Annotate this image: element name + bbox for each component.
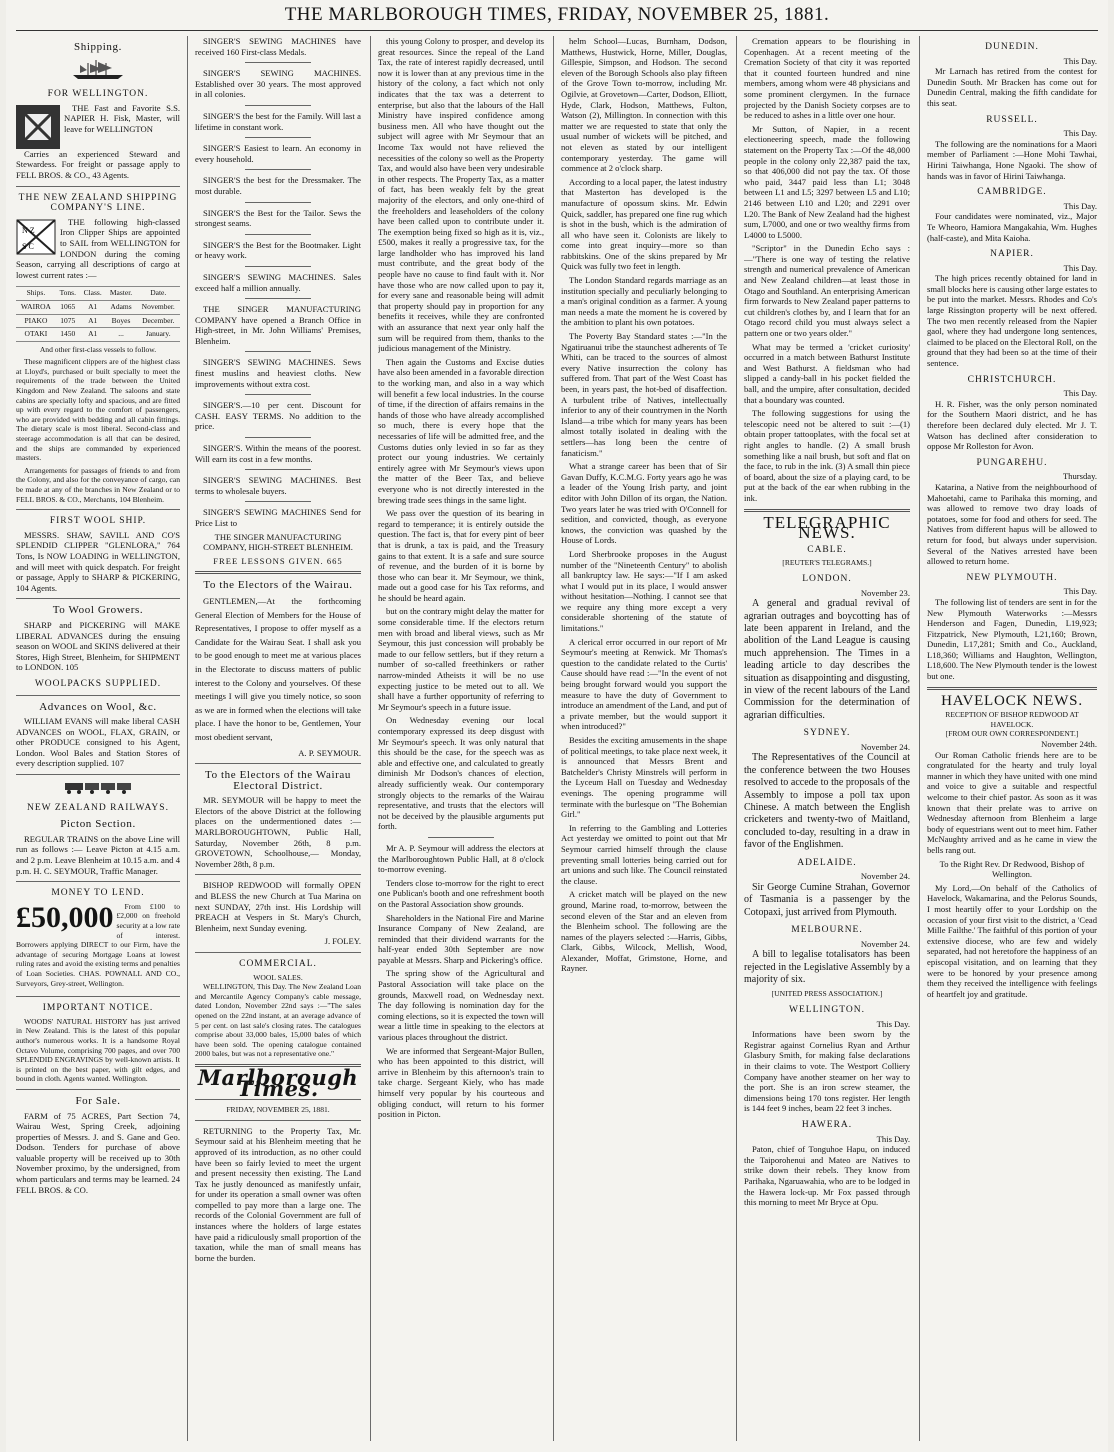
cambridge-report: Four candidates were nominated, viz., Major Te Wheoro, Hamiora Mangakahia, Wm. Hughes (half-caste), and Mita Kaioha. xyxy=(927,211,1097,243)
wellington-news-heading: WELLINGTON. xyxy=(789,1005,865,1015)
railways-heading: NEW ZEALAND RAILWAYS. xyxy=(27,802,169,813)
table-header: Master. xyxy=(106,287,137,301)
singer-lessons: FREE LESSONS GIVEN. 665 xyxy=(213,555,343,566)
divider xyxy=(195,763,361,764)
table-cell: PIAKO xyxy=(16,314,56,328)
article-paragraph: helm School—Lucas, Burnham, Dodson, Matthews, Hustwick, Horne, Miller, Douglas, Gillespie, Simpson, and Hodson. The second eleven of the Borough Schools also play fifteen of the Grove Town to-morrow, including Mr. Ogilvie, at Grovetown—Carter, Dodson, Elliott, Hyde, Clark, Hodson, Matthews, Fulton, Watson (2), Millington. In connection with this matter we are requested to state that only the usual number of wickets will be pitched, and not eleven as stated by our intelligent contemporary yesterday. The game will commence at 2 o'clock sharp. xyxy=(561,36,727,174)
table-cell: A1 xyxy=(80,328,106,342)
newspaper-page xyxy=(6,0,1108,1452)
article-paragraph: Mr A. P. Seymour will address the electors at the Marlboroughtown Public Hall, at 8 o'clock to-morrow evening. xyxy=(378,842,544,875)
divider xyxy=(245,469,311,470)
london-heading: LONDON. xyxy=(802,573,852,584)
divider xyxy=(245,351,311,352)
ship-note: And other first-class vessels to follow. xyxy=(39,344,157,354)
divider xyxy=(195,571,361,574)
havelock-report: Our Roman Catholic friends here are to be congratulated for the hearty and truly loyal manner in which they have united with one mind and voice to give a suitable and respectful welcome to their chief pastor. As soon as it was known that their prelate was to arrive on Wednesday afternoon from Blenheim a large body of equestrians went out to meet him. Father McNaughty arrived and as he came in view the bells rang out. xyxy=(927,749,1097,855)
divider xyxy=(16,996,180,997)
pungarehu-heading: PUNGAREHU. xyxy=(976,457,1048,468)
electors-letter: GENTLEMEN,—At the forthcoming General Election of Members for the House of Representatives, I propose to offer myself as a Candidate for the Wairau Seat. I shall ask you to be good enough to meet me at various places in the Electorate to discuss matters of public interest to the Colony and yourselves. Of these meetings I will give you timely notice, so soon as we are in formed when the elections will take place. I have the honor to be, Gentlemen, Your most obedient servant, xyxy=(195,595,361,742)
press-association-credit: [UNITED PRESS ASSOCIATION.] xyxy=(771,989,883,999)
divider xyxy=(245,62,311,63)
column-rule xyxy=(370,36,371,1441)
cable-heading: CABLE. xyxy=(807,544,847,555)
train-icon xyxy=(16,780,180,797)
table-cell: November. xyxy=(136,300,180,314)
shaw-heading: FIRST WOOL SHIP. xyxy=(49,516,147,527)
divider xyxy=(245,501,311,502)
article-paragraph: Mr Sutton, of Napier, in a recent electioneering speech, made the following statement on the Property Tax :—Of the 48,000 people in the colony only 22,387 paid the tax, so that 406,000 did not pay the tax. Of those who paid, 3447 paid less than L1; 3048 between L1 and L5; 3297 between L5 and L10; 2146 between L10 and L20; and 2291 over L20. The Bank of New Zealand had the highest sum, L7000, and one or two wealthy firms from L4000 to L5000. xyxy=(744,123,910,240)
electors-heading: To the Electors of the Wairau. xyxy=(203,579,353,592)
divider xyxy=(16,186,180,187)
ships-table xyxy=(16,286,180,341)
havelock-news-heading: HAVELOCK NEWS. xyxy=(941,692,1083,709)
table-cell: December. xyxy=(136,314,180,328)
bishop-signature: J. FOLEY. xyxy=(324,936,361,947)
divider xyxy=(195,874,361,875)
article-paragraph: Then again the Customs and Excise duties have also been amended in a favorable direction to the working man, and also in a way which will benefit a few local industries. In the course of time, if the direction of affairs remains in the hands of those who have already accomplished so much, there is every hope that the necessaries of life will be admitted free, and the Customs duties only levied in so far as they protect our young industries. We certainly entirely agree with Mr Seymour's views upon the matter of the Beer Tax, and believe everyone who is not directly interested in the brewing trade sees things in the same light. xyxy=(378,356,544,505)
masthead-title: THE MARLBOROUGH TIMES, FRIDAY, NOVEMBER 25, 1881. xyxy=(284,4,830,25)
reuters-credit: [REUTER'S TELEGRAMS.] xyxy=(782,558,872,568)
divider xyxy=(927,687,1097,690)
table-cell: A1 xyxy=(80,314,106,328)
article-paragraph: We pass over the question of its bearing in regard to temperance; it is entirely outside the question. The fact is, that for every pint of beer that is drunk, a tax is paid, and the Treasury gains to that extent. It is a safe and sure source of revenue, and the burden of it is borne by those who can bear it. Mr Seymour, we think, made out a good case for his Tax reforms, and he should be heard again. xyxy=(378,508,544,603)
russell-report: The following are the nominations for a Maori member of Parliament :—Hone Mohi Tawhai, Hirini Taiwhanga, Hone Ngaoki. The show of hands was in favor of Hirini Taiwhanga. xyxy=(927,138,1097,181)
woolpacks-heading: WOOLPACKS SUPPLIED. xyxy=(34,678,162,689)
table-row xyxy=(16,314,180,328)
singer-advert: SINGER'S the Best for the Bootmaker. Light or heavy work. xyxy=(195,239,361,261)
railways-notice: REGULAR TRAINS on the above Line will run as follows :— Leave Picton at 4.15 a.m. and 2 p.m. Leave Blenheim at 10.15 a.m. and 4 p.m. H. C. SEYMOUR, Traffic Manager. xyxy=(16,833,180,876)
paper-date: FRIDAY, NOVEMBER 25, 1881. xyxy=(226,1105,330,1115)
paper-title: Marlborough Times. xyxy=(197,1064,359,1101)
table-cell: A1 xyxy=(80,300,106,314)
advances-heading: Advances on Wool, &c. xyxy=(39,700,157,713)
forsale-heading: For Sale. xyxy=(75,1094,121,1107)
money-amount: £50,000 xyxy=(16,901,114,934)
divider xyxy=(16,695,180,696)
divider xyxy=(744,509,910,512)
havelock-subheading: RECEPTION OF BISHOP REDWOOD AT HAVELOCK. xyxy=(945,710,1079,729)
divider xyxy=(428,837,494,838)
singer-advert: THE SINGER MANUFACTURING COMPANY have opened a Branch Office in High-street, in Mr. John Williams' Premises, Blenheim. xyxy=(195,304,361,346)
divider xyxy=(245,169,311,170)
adelaide-heading: ADELAIDE. xyxy=(797,857,857,868)
wellington-heading: FOR WELLINGTON. xyxy=(47,89,149,100)
forsale-advert: FARM of 75 ACRES, Part Section 74, Wairau West, Spring Creek, adjoining properties of Messrs. J. and S. Gane and Geo. Dodson. Tenders for purchase of above valuable property will be received up to 30th November proximo, by the undersigned, from whom particulars and terms may be learned. 24 FELL BROS. & CO. xyxy=(16,1110,180,1195)
column-rule xyxy=(736,36,737,1441)
divider xyxy=(195,1120,361,1121)
article-paragraph: A clerical error occurred in our report of Mr Seymour's meeting at Renwick. Mr Thomas's question to the candidate related to the Curtis' Cause should have read :—"In the event of not being brought forward would you support the measure to have the duty of Government to introduce an amendment of the Land, and put of a private member, but the would support it when introduced?" xyxy=(561,636,727,732)
money-heading: MONEY TO LEND. xyxy=(51,888,145,899)
important-heading: IMPORTANT NOTICE. xyxy=(42,1003,154,1014)
singer-advert: SINGER'S Easiest to learn. An economy in every household. xyxy=(195,143,361,164)
divider xyxy=(245,202,311,203)
column-4 xyxy=(561,36,727,1441)
column-5 xyxy=(744,36,910,1441)
table-header: Tons. xyxy=(56,287,80,301)
melbourne-heading: MELBOURNE. xyxy=(791,925,863,935)
bishop-notice: BISHOP REDWOOD will formally OPEN and BLESS the new Church at Tua Marina on next SUNDAY, 27th inst. His Lordship will PREACH at Vespers in St. Mary's Church, Blenheim, next Sunday evening. xyxy=(195,880,361,933)
svg-text:S C: S C xyxy=(22,241,34,251)
napier-heading: NAPIER. xyxy=(990,249,1034,260)
divider xyxy=(245,234,311,235)
wellington-report: Informations have been sworn by the Registrar against Cornelius Ryan and Arthur Glasbury Smith, for making false declarations in their claims to vote. The Westport Colliery Company have another steamer on her way to the port. She is an iron screw steamer, the dimensions being 170 tons register. Her length is 144 feet 9 inches, beam 22 feet 3 inches. xyxy=(744,1029,910,1114)
article-paragraph: What a strange career has been that of Sir Gavan Duffy, K.C.M.G. Forty years ago he was a leader of the Young Irish party, and joint editor with John Dillon of its organ, the Nation. Two years later he was tried with O'Connell for sedition, and convicted, though, as everyone knows, the conviction was quashed by the House of Lords. xyxy=(561,461,727,546)
nzsc-heading: THE NEW ZEALAND SHIPPING COMPANY'S LINE. xyxy=(18,192,178,214)
london-report: A general and gradual revival of agrarian outrages and boycotting has of late been apparent in Ireland, and the abolition of the Land League is causing much apprehension. The Times in a leading article to day describes the situation as disappointing and disgusting, in view of the recent labours of the Land Commission for the determination of agrarian difficulties. xyxy=(744,598,910,721)
commercial-report: WELLINGTON, This Day. The New Zealand Loan and Mercantile Agency Company's cable message, dated London, November 22nd says :—"The sales opened on the 22nd instant, at an average advance of 5 per cent. on last sale's closing rates. The catalogues comprise about 33,000 bales, 15,000 bales of which have been sold. The opening catalogue contained 2000 bales, but was not a representative one." xyxy=(195,982,361,1059)
electors2-notice: MR. SEYMOUR will be happy to meet the Electors of the above District at the following places on the undermentioned dates :— MARLBOROUGHTOWN, Public Hall, Saturday, November 26th, 8 p.m. GROVETOWN, Schoolhouse,— Monday, November 28th, 8 p.m. xyxy=(195,795,361,869)
divider xyxy=(245,437,311,438)
column-1 xyxy=(16,36,180,1441)
evans-advert: WILLIAM EVANS will make liberal CASH ADVANCES on WOOL, FLAX, GRAIN, or other PRODUCE consigned to his Agent, London. Wool Bales and Station Stores of every description supplied. 107 xyxy=(16,716,180,769)
column-rule xyxy=(187,36,188,1441)
sydney-date: November 24. xyxy=(860,741,910,752)
nzsc-description: These magnificent clippers are of the highest class at Lloyd's, purchased or built specially to meet the requirements of the trade between the United Kingdom and New Zealand. The saloons and state cabins are specially lofty and spacious, and are fitted up with every regard to the comfort of passengers, who are provided with bedding and all cabin fittings. The dietary scale is most liberal. Second-class and steerage accommodation is all that can be desired, and the ships are commanded by experienced masters. xyxy=(16,357,180,463)
address-text: My Lord,—On behalf of the Catholics of Havelock, Wakamarina, and the Pelorus Sounds, I most heartily offer to your Lordship on the occasion of your first visit to the district, a 'Cead Mille Failthe.' The faithful of this portion of your extensive diocese, who are few and widely separated, had not heretofore the happiness of an episcopal visitation, and on learning that they were to be honored by your presence among them they received the intelligence with feelings of heartfelt joy and gratitude. xyxy=(927,882,1097,999)
table-cell: Adams xyxy=(106,300,137,314)
electors2-heading: To the Electors of the Wairau Electoral District. xyxy=(205,769,351,792)
table-header: Class. xyxy=(80,287,106,301)
money-advert: From £100 to £2,000 on freehold security at a low rate of interest. Borrowers applying DIRECT to our Firm, have the advantage of securing Mortgage Loans at lowest ruling rates and avoid the existing terms and penalties of Loan Societies. CHAS. POWNALL AND CO., Surveyors, Grey-street, Wellington. xyxy=(16,901,180,988)
woolgrowers-heading: To Wool Growers. xyxy=(52,604,144,617)
column-6 xyxy=(927,36,1097,1441)
christchurch-date: This Day. xyxy=(1063,388,1097,399)
address-heading: To the Right Rev. Dr Redwood, Bishop of Wellington. xyxy=(939,858,1085,880)
divider xyxy=(195,952,361,953)
ships-table-header xyxy=(16,287,180,301)
hawera-report: Paton, chief of Tonguhoe Hapu, on induced the Taiporohenui and Mateo are Natives to strike down their rebels. They know from Parihaka, Ngaruawahia, who are to be lodged in the Hawera lock-up. Mr Fox passed through this morning to meet Mr Bryce at Opu. xyxy=(744,1144,910,1208)
wool-sales-heading: WOOL SALES. xyxy=(253,972,303,982)
electors-signature: A. P. SEYMOUR. xyxy=(298,747,361,758)
nzsc-arrangements: Arrangements for passages of friends to and from the Colony, and also for the conveyance of cargo, can be made at any of the branches in New Zealand or to FELL BROS. & CO., Merchants, 104 Blenheim. xyxy=(16,465,180,504)
woods-advert: WOODS' NATURAL HISTORY has just arrived in New Zealand. This is the latest of this popular author's numerous works. It is a handsome Royal Octavo Volume, comprising 700 pages, and over 700 SPLENDID ENGRAVINGS by well-known artists. It is printed on the best paper, with gilt edges, and bound in cloth. Agents wanted. Wellington. xyxy=(16,1016,180,1084)
divider xyxy=(245,298,311,299)
table-cell: WAIROA xyxy=(16,300,56,314)
russell-heading: RUSSELL. xyxy=(986,114,1038,125)
singer-company: THE SINGER MANUFACTURING COMPANY, HIGH-STREET BLENHEIM. xyxy=(203,531,353,553)
article-paragraph: "Scriptor" in the Dunedin Echo says :—"There is one way of testing the relative strength and numerical prevalence of American and New Zealand children—at least those in Otago and Southland. An enterprising American firm forwards to New Zealand paper patterns to cut children's clothes by, and I learn that for an Otago record child you must always select a pattern one or two years older." xyxy=(744,243,910,339)
newplymouth-date: This Day. xyxy=(1063,586,1097,597)
article-paragraph: The Poverty Bay Standard states :—"In the Ngatiruanui tribe the staunchest adherents of Te Whiti, can be traced to the sources of almost every Native insurrection the colony has suffered from. That part of the West Coast has been, in years past, the hot-bed of disaffection. A turbulent tribe of Natives, intellectually inferior to any of their countrymen in the North Island—a tribe which for many years has been almost totally isolated in dealing with the settlers—has long been the centre of fanaticism." xyxy=(561,331,727,458)
singer-advert: SINGER'S SEWING MACHINES. Sews finest muslins and heaviest cloths. New improvements without extra cost. xyxy=(195,357,361,389)
article-paragraph: The spring show of the Agricultural and Pastoral Association will take place on the grounds, Maxwell road, on Wednesday next. The day following is nomination day for the coming elections, so it is expected the town will wear a little time in speaking to the electors at various places throughout the district. xyxy=(378,968,544,1043)
column-2 xyxy=(195,36,361,1441)
adelaide-report: Sir George Cumine Strahan, Governor of Tasmania is a passenger by the Cotopaxi, just arrived from Plymouth. xyxy=(744,881,910,918)
singer-advert: SINGER'S SEWING MACHINES have received 160 First-class Medals. xyxy=(195,36,361,57)
svg-text:N Z: N Z xyxy=(22,225,35,235)
divider xyxy=(16,881,180,882)
havelock-date: November 24th. xyxy=(1041,739,1097,750)
article-paragraph: Besides the exciting amusements in the shape of political meetings, to take place next week, it is announced that Messrs Brent and Batchelder's Christy Minstrels will perform in the Lyceum Hall on Tuesday and Wednesday evenings. The opening programme will terminate with the burlesque on "The Bohemian Girl." xyxy=(561,735,727,820)
cambridge-date: This Day. xyxy=(1063,200,1097,211)
nzsc-body: THE following high-classed Iron Clipper Ships are appointed to SAIL from WELLINGTON for LONDON during the coming Season, carrying all descriptions of cargo at lowest current rates :— xyxy=(16,216,180,280)
article-paragraph: What may be termed a 'cricket curiosity' occurred in a match between Bathurst Institute and West Bathurst. A fieldsman who had slipped a candy-ball in his pocket fielded the ball, and the umpire, after consultation, decided that a boundary was counted. xyxy=(744,341,910,405)
table-cell: January. xyxy=(136,328,180,342)
hawera-heading: HAWERA. xyxy=(801,1119,853,1130)
table-header: Ships. xyxy=(16,287,56,301)
napier-advert: THE Fast and Favorite S.S. NAPIER H. Fisk, Master, will leave for WELLINGTON xyxy=(64,102,180,134)
column-3 xyxy=(378,36,544,1441)
table-cell: OTAKI xyxy=(16,328,56,342)
divider xyxy=(245,105,311,106)
pungarehu-date: Thursday. xyxy=(1062,471,1097,482)
divider xyxy=(245,394,311,395)
shaw-advert: MESSRS. SHAW, SAVILL AND CO'S SPLENDID CLIPPER "GLENLORA," 764 Tons, Is NOW LOADING in WELLINGTON, and will meet with quick despatch. For freight or passage, Apply to SHARP & PICKERING, 104 Agents. xyxy=(16,529,180,593)
table-cell: 1075 xyxy=(56,314,80,328)
christchurch-heading: CHRISTCHURCH. xyxy=(967,374,1057,385)
table-row xyxy=(16,328,180,342)
column-rule xyxy=(919,36,920,1441)
christchurch-report: H. R. Fisher, was the only person nominated for the Southern Maori district, and he has therefore been declared duly elected. Mr J. T. Watson has declined after consideration to oppose Mr Rolleston for Avon. xyxy=(927,398,1097,452)
divider xyxy=(245,137,311,138)
singer-advert: SINGER'S SEWING MACHINES Send for Price List to xyxy=(195,507,361,528)
article-paragraph: In referring to the Gambling and Lotteries Act yesterday we omitted to point out that Mr Seymour carried himself through the clause preventing small lotteries being carried out for art unions and such like. The Council reinstated the clause. xyxy=(561,822,727,886)
divider xyxy=(245,266,311,267)
article-paragraph: On Wednesday evening our local contemporary expressed its deep disgust with Mr Seymour's speech. It was only natural that this should be the case, for the speech was as able and effective one, and calculated to greatly diminish Mr Dodson's chances of election, already sufficiently weak. Our contemporary strongly objects to the remarks of the Wairau representative, and trusts that the electors will not be deceived by the plausible arguments put forth. xyxy=(378,715,544,832)
divider xyxy=(16,774,180,775)
company-flag-icon xyxy=(16,105,60,149)
dunedin-date: This Day. xyxy=(1063,55,1097,66)
table-cell: 1450 xyxy=(56,328,80,342)
article-paragraph: Cremation appears to be flourishing in Copenhagen. At a recent meeting of the Cremation Society of that city it was reported that it counted fourteen hundred and nine members, among whom were 48 physicians and some prominent clergymen. In the furnace projected by the Danish Society corpses are to be reduced to ashes in a little over one hour. xyxy=(744,36,910,121)
singer-advert: SINGER'S SEWING MACHINES. Sales exceed half a million annually. xyxy=(195,271,361,293)
napier-report: The high prices recently obtained for land in small blocks here is causing other large estates to be put into the market. Messrs. Rhodes and Co's large Rissington property will be next offered. The two men recently released from the Napier gaol, where they had undergone long sentences, claimed to be placed on the Electoral Roll, on the ground that they had been so at the time of their sentence. xyxy=(927,273,1097,369)
london-date: November 23. xyxy=(860,587,910,598)
article-paragraph: but on the contrary might delay the matter for some considerable time. If the electors return men with broad and liberal views, such as Mr Seymour, this just concession will probably be made to our fellow settlers, but if they return a number of so-called freethinkers or rather narrow-minded Atheists it will be no use expecting justice to be meted out to all. We shall have a further opportunity of referring to Mr Seymour's speech in a future issue. xyxy=(378,606,544,712)
singer-advert: SINGER'S the best for the Dressmaker. The most durable. xyxy=(195,175,361,196)
newplymouth-report: The following list of tenders are sent in for the New Plymouth Waterworks :—Messrs Henderson and Fagen, Dunedin, L19,923; Fitzpatrick, New Plymouth, L21,160; Brown, Dunedin, L17,281; Smith and Co., Auckland, L18,360; Williams and Haughton, Wellington, L18,600. The New Plymouth tender is the lowest but one. xyxy=(927,596,1097,682)
havelock-correspondent: [FROM OUR OWN CORRESPONDENT.] xyxy=(945,729,1079,739)
article-paragraph: Shareholders in the National Fire and Marine Insurance Company of New Zealand, are reminded that their dividend warrants for the half-year ended 30th September are now payable at Messrs. Sharp and Pickering's office. xyxy=(378,912,544,965)
table-cell: ... xyxy=(106,328,137,342)
singer-advert: SINGER'S SEWING MACHINES. Best terms to wholesale buyers. xyxy=(195,475,361,496)
table-cell: Boyes xyxy=(106,314,137,328)
article-paragraph: Tenders close to-morrow for the right to erect one Publican's booth and one refreshment booth on the Pastoral Association show grounds. xyxy=(378,877,544,909)
singer-advert: SINGER'S the best for the Family. Will last a lifetime in constant work. xyxy=(195,110,361,132)
article-paragraph: We are informed that Sergeant-Major Bullen, who has been appointed to this district, will arrive in Blenheim by this afternoon's train to take charge. Sergeant Kiely, who has made himself very popular by his courteous and obliging conduct, will return to his former position in Picton. xyxy=(378,1045,544,1120)
article-paragraph: The following suggestions for using the telescopic need not be altered to suit :—(1) obtain proper tattooplates, with the focal set at right angles to handle. (2) A small brush something like a nail brush, but soft and flat on the face, to rub in the ink. (3) A small thin piece of board, about the size of a playing card, to be put at the back of the ear when rubbing in the ink. xyxy=(744,408,910,503)
nzsc-flag-icon xyxy=(16,219,56,255)
woolgrowers-advert: SHARP and PICKERING will MAKE LIBERAL ADVANCES during the ensuing season on WOOL and SKINS delivered at their Stores, High Street, Blenheim, for SHIPMENT to LONDON. 105 xyxy=(16,619,180,673)
sydney-heading: SYDNEY. xyxy=(803,728,851,739)
article-paragraph: The London Standard regards marriage as an institution specially and peculiarly belonging to a man's original condition as a farmer. A young man needs a mate the moment he is covered by the ambition to plant his own potatoes. xyxy=(561,275,727,328)
hawera-date: This Day. xyxy=(876,1133,910,1144)
table-cell: 1065 xyxy=(56,300,80,314)
divider xyxy=(16,1089,180,1090)
napier-date: This Day. xyxy=(1063,262,1097,273)
telegraphic-news-heading: TELEGRAPHIC NEWS. xyxy=(763,512,891,543)
melbourne-date: November 24. xyxy=(860,938,910,949)
cambridge-heading: CAMBRIDGE. xyxy=(977,187,1047,198)
newplymouth-heading: NEW PLYMOUTH. xyxy=(966,572,1058,583)
napier-advert-detail: Carries an experienced Steward and Stewardess. For freight or passage apply to FELL BROS. & CO., 43 Agents. xyxy=(16,148,180,180)
ship-icon xyxy=(16,57,180,84)
singer-advert: SINGER'S the Best for the Tailor. Sews the strongest seams. xyxy=(195,207,361,229)
sydney-report: The Representatives of the Council at the conference between the two Houses resolved to accede to the proposals of the Assembly to impose a poll tax upon Chinese. A match between the English cricketers and twenty-two of Maitland, concluded to-day, resulting in a draw in favor of the Englishmen. xyxy=(744,752,910,851)
divider xyxy=(16,509,180,510)
melbourne-report: A bill to legalise totalisators has been rejected in the Legislative Assembly by a majority of six. xyxy=(744,949,910,985)
pungarehu-report: Katarina, a Native from the neighbourhood of Mahoetahi, came to Parihaka this morning, and was allowed to remove two dray loads of potatoes, some for food and others for seed. The Natives from different hapus will be allowed to return for food, but always under supervision. Several of the Natives arrested have been allowed to return home. xyxy=(927,481,1097,567)
column-rule xyxy=(553,36,554,1441)
masthead-rule xyxy=(16,30,1098,31)
commercial-heading: COMMERCIAL. xyxy=(239,959,317,969)
russell-date: This Day. xyxy=(1063,128,1097,139)
divider xyxy=(16,598,180,599)
table-row xyxy=(16,300,180,314)
dunedin-report: Mr Larnach has retired from the contest for Dunedin South. Mr Bracken has come out for Dunedin Central, making the fifth candidate for this seat. xyxy=(927,66,1097,108)
article-paragraph: Lord Sherbrooke proposes in the August number of the "Nineteenth Century" to abolish all bankruptcy law. He says:—"If I am asked what I would put in its place, I would answer without hesitation—Nothing. I cannot see that we require any thing more except a very considerable shortening of the statute of limitations." xyxy=(561,548,727,634)
article-paragraph: this young Colony to prosper, and develop its great resources. Since the repeal of the Land Tax, the rate of interest rapidly decreased, until now it is lower than at any previous time in the history of the colony, a fact which not only indicates that the tax was a deterrent to enterprise, but also that the labours of the Hall Ministry have inspired confidence among business men. All who have thought out the subject will agree with Mr Seymour that an Income Tax would not have relieved the necessities of the colony so well as the Property Tax, and would also have been very undesirable in other respects. The Property Tax, as a matter of fact, has been weakly felt by the great majority of the electors, and only one-third of the freeholders and leaseholders of the colony have been called upon to contribute under it. The exemption being fixed so high as it is, viz., £500, makes it really a progressive tax, for the large landholder who has improved his land must contribute, and the great body of the people have no cause to find fault with it. Nor have those who are now called upon to pay it, for every sane and reasonable being will admit that property should pay in proportion for any benefits it receives, while they are confronted with an assurance that next year only half the sum will be required from them, thanks to the judicious management of the Ministry. xyxy=(378,36,544,354)
wellington-date: This Day. xyxy=(876,1018,910,1029)
editorial-text: RETURNING to the Property Tax, Mr. Seymour said at his Blenheim meeting that he approved of its introduction, as no other could have been so fairly levied to meet the urgent and present necessity then existing. The Land Tax he justly denounced as manifestly unfair, for under its operation a small owner was often compelled to pay more than a large one. The records of the Colonial Government are full of instances where the holders of large estates have paid a ridiculously small proportion of the taxation, while the man of small means has borne the burden. xyxy=(195,1125,361,1263)
picton-heading: Picton Section. xyxy=(60,818,136,831)
table-header: Date. xyxy=(136,287,180,301)
shipping-heading: Shipping. xyxy=(74,41,122,53)
article-paragraph: A cricket match will be played on the new ground, Marine road, to-morrow, between the second eleven of the Star and an eleven from the Blenheim school. The following are the names of the players selected :—Harris, Gibbs, Clark, Gibbs, Wilcock, Mellish, Wood, Alexander, Moffat, Grimstone, Horne, and Rayner. xyxy=(561,889,727,974)
article-paragraph: According to a local paper, the latest industry that Masterton has developed is the manufacture of opossum skins. Mr. Edwin Quick, saddler, has prepared one fine rug which is shot in the bush, which is the admiration of all who have seen it. Colonists are likely to come into great inquiry—more so than rabbitskins. One of the skins prepared by Mr Quick was fully two feet in length. xyxy=(561,176,727,272)
singer-advert: SINGER'S. Within the means of the poorest. Will earn its cost in a few months. xyxy=(195,443,361,464)
adelaide-date: November 24. xyxy=(860,871,910,882)
singer-advert: SINGER'S.—10 per cent. Discount for CASH. EASY TERMS. No addition to the price. xyxy=(195,400,361,432)
dunedin-heading: DUNEDIN. xyxy=(985,42,1039,52)
singer-advert: SINGER'S SEWING MACHINES. Established over 30 years. The most approved in all colonies. xyxy=(195,68,361,100)
